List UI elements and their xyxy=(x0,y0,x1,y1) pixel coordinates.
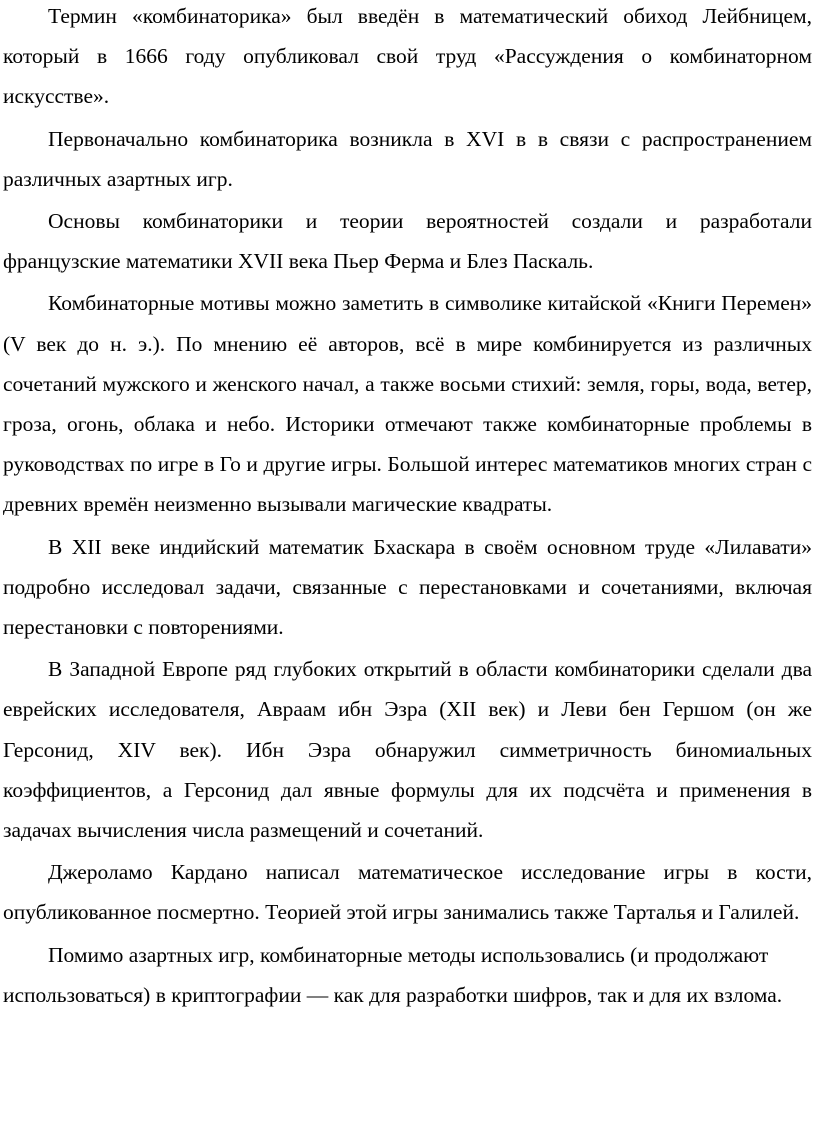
paragraph-origin: Первоначально комбинаторика возникла в XVI в в связи с распространением различных азартных игр. xyxy=(3,126,812,191)
paragraph-bhaskara: В XII веке индийский математик Бхаскара в своём основном труде «Лилавати» подробно исследовал задачи, связанные с перестановками и сочетаниями, включая перестановки с повторениями. xyxy=(3,534,812,640)
paragraph-book-of-changes: Комбинаторные мотивы можно заметить в символике китайской «Книги Перемен» (V век до н. э.). По мнению её авторов, всё в мире комбинируется из различных сочетаний мужского и женского начал, а также восьми стихий: земля, горы, вода, ветер, гроза, огонь, облака и небо. Историки отмечают также комбинаторные проблемы в руководствах по игре в Го и другие игры. Большой интерес математиков многих стран с древних времён неизменно вызывали магические квадраты. xyxy=(3,291,812,517)
paragraph-western-europe: В Западной Европе ряд глубоких открытий в области комбинаторики сделали два еврейских исследователя, Авраам ибн Эзра (XII век) и Леви бен Гершом (он же Герсонид, XIV век). Ибн Эзра обнаружил симметричность биномиальных коэффициентов, а Герсонид дал явные формулы для их подсчёта и применения в задачах вычисления числа размещений и сочетаний. xyxy=(3,657,812,843)
paragraph-cardano: Джероламо Кардано написал математическое исследование игры в кости, опубликованное посмертно. Теорией этой игры занимались также Тарталья и Галилей. xyxy=(3,860,812,925)
paragraph-fermat-pascal: Основы комбинаторики и теории вероятностей создали и разработали французские математики XVII века Пьер Ферма и Блез Паскаль. xyxy=(3,209,812,274)
paragraph-leibniz: Термин «комбинаторика» был введён в математический обиход Лейбницем, который в 1666 году опубликовал свой труд «Рассуждения о комбинаторном искусстве». xyxy=(3,4,812,109)
paragraph-cryptography: Помимо азартных игр, комбинаторные методы использовались (и продолжают использоваться) в криптографии — как для разработки шифров, так и для их взлома. xyxy=(3,942,783,1007)
